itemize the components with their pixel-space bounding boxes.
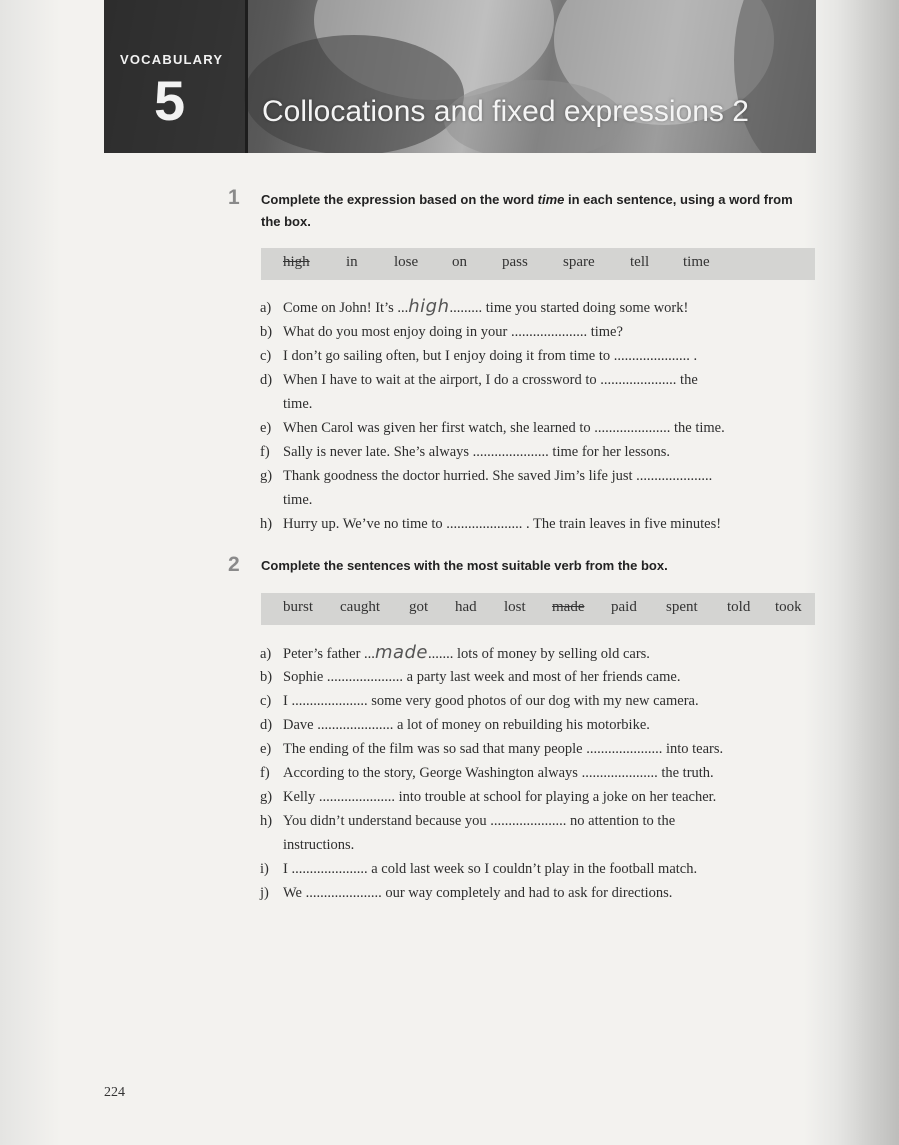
- word-box-item: on: [452, 254, 467, 270]
- exercise-1-number: 1: [228, 186, 240, 209]
- word-box-item: time: [683, 254, 710, 270]
- exercise-1-item: e) When Carol was given her first watch, she learned to ..................... the time.: [260, 420, 725, 436]
- section-label: VOCABULARY: [120, 52, 224, 67]
- exercise-2-item: b) Sophie ..................... a party last week and most of her friends came.: [260, 669, 681, 685]
- page-binding-shadow: [804, 0, 899, 1145]
- exercise-1-item: c) I don’t go sailing often, but I enjoy doing it from time to ..................... .: [260, 348, 698, 364]
- word-box-item: took: [775, 599, 802, 615]
- word-box-item: caught: [340, 599, 380, 615]
- exercise-2-item: a) Peter’s father ...made....... lots of money by selling old cars.: [260, 642, 650, 663]
- handwritten-answer: made: [374, 642, 429, 663]
- word-box-item: spent: [666, 599, 698, 615]
- word-box-item: got: [409, 599, 429, 615]
- word-box-item: had: [455, 599, 477, 615]
- exercise-1-item-continuation: time.: [283, 492, 313, 508]
- word-box-item: in: [346, 254, 358, 270]
- exercise-2-item: i) I ..................... a cold last week so I couldn’t play in the football match.: [260, 861, 698, 877]
- exercise-1-item: b) What do you most enjoy doing in your ..................... time?: [260, 324, 623, 340]
- word-box-item: tell: [630, 254, 650, 270]
- exercise-1-item: a) Come on John! It’s ...high......... time you started doing some work!: [260, 296, 689, 317]
- unit-title: Collocations and fixed expressions 2: [262, 95, 749, 128]
- exercise-2-word-box: [261, 593, 815, 625]
- exercise-2-number: 2: [228, 553, 240, 576]
- page-number: 224: [104, 1085, 125, 1100]
- exercise-2-item: e) The ending of the film was so sad that many people ..................... into tears.: [260, 741, 724, 757]
- unit-banner: [104, 0, 816, 153]
- exercise-1-item: g) Thank goodness the doctor hurried. She saved Jim’s life just .....................: [260, 468, 713, 484]
- exercise-2-item: d) Dave ..................... a lot of money on rebuilding his motorbike.: [260, 717, 650, 733]
- exercise-1-word-box: [261, 248, 815, 280]
- exercise-2-item: c) I ..................... some very good photos of our dog with my new camera.: [260, 693, 699, 709]
- exercise-1-item: d) When I have to wait at the airport, I do a crossword to ..................... the: [260, 372, 698, 388]
- unit-label-box: [104, 0, 248, 153]
- exercise-1-item-continuation: time.: [283, 396, 313, 412]
- word-box-item: lost: [504, 599, 526, 615]
- page-left-shadow: [0, 0, 60, 1145]
- exercise-2-item: g) Kelly ..................... into trouble at school for playing a joke on her teacher.: [260, 789, 717, 805]
- exercise-2-item: f) According to the story, George Washington always ..................... the truth.: [260, 765, 714, 781]
- word-box-item: lose: [394, 254, 419, 270]
- exercise-1-item: f) Sally is never late. She’s always ..................... time for her lessons.: [260, 444, 671, 460]
- exercise-2-item: h) You didn’t understand because you ..................... no attention to the: [260, 813, 676, 829]
- exercise-1-item: h) Hurry up. We’ve no time to ..................... . The train leaves in five minutes!: [260, 516, 722, 532]
- exercise-2-item-continuation: instructions.: [283, 837, 355, 853]
- word-box-item: made: [552, 599, 585, 615]
- exercise-2-item: j) We ..................... our way completely and had to ask for directions.: [260, 885, 673, 901]
- word-box-item: burst: [283, 599, 313, 615]
- word-box-item: spare: [563, 254, 595, 270]
- unit-number: 5: [154, 69, 186, 132]
- word-box-item: told: [727, 599, 751, 615]
- word-box-item: paid: [611, 599, 637, 615]
- exercise-1-instruction: Complete the expression based on the word time in each sentence, using a word from the box.: [261, 192, 793, 229]
- word-box-item: pass: [502, 254, 528, 270]
- word-box-item: high: [283, 254, 310, 270]
- handwritten-answer: high: [408, 296, 450, 317]
- exercise-2-instruction: Complete the sentences with the most suitable verb from the box.: [261, 558, 668, 573]
